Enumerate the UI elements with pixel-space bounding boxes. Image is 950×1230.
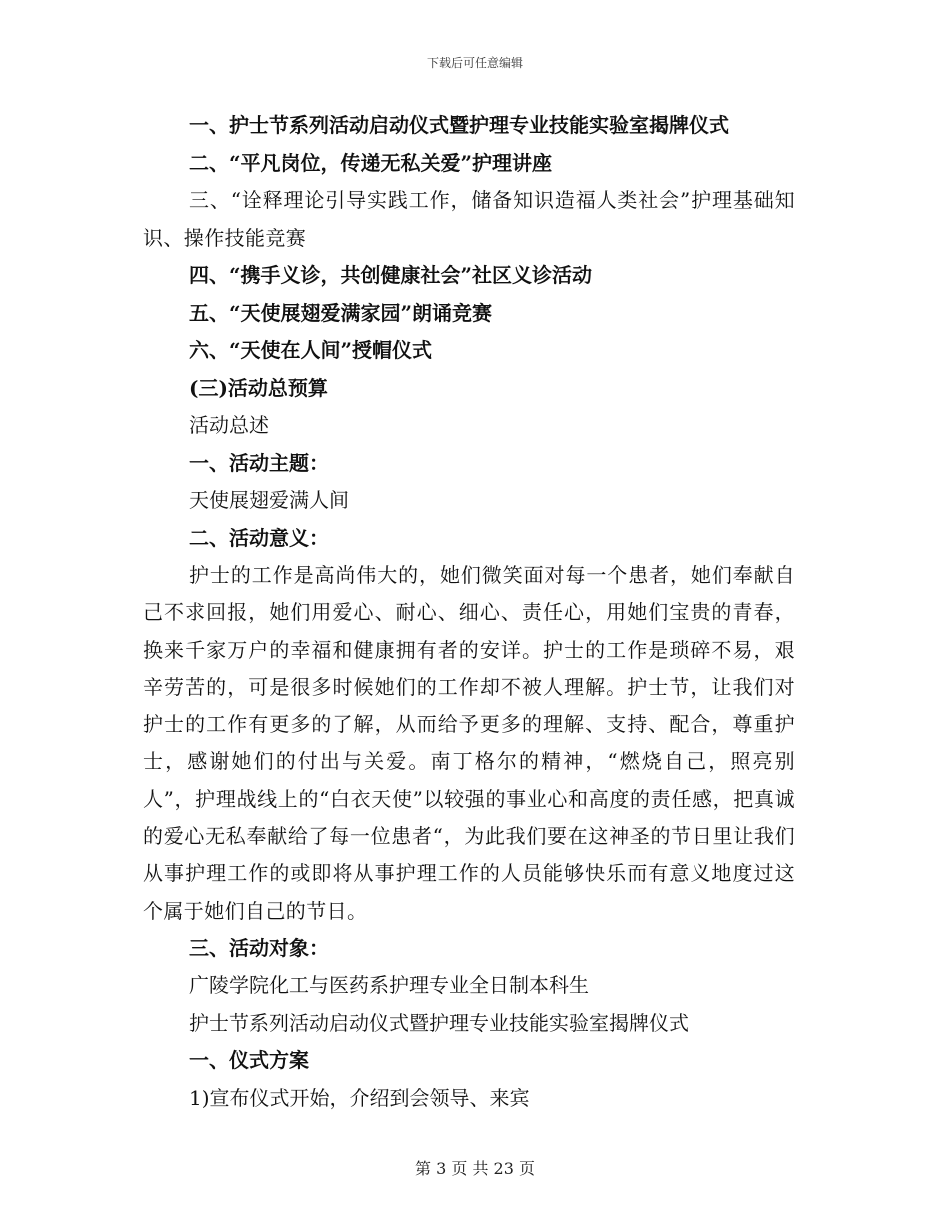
- activity-item-2: 二、“平凡岗位，传递无私关爱”护理讲座: [189, 150, 553, 175]
- page-header: 下载后可任意编辑: [426, 56, 523, 70]
- activity-item-1: 一、护士节系列活动启动仪式暨护理专业技能实验室揭牌仪式: [189, 113, 729, 137]
- meaning-heading: 二、活动意义：: [189, 525, 329, 550]
- activity-item-5: 五、“天使展翅爱满家园”朗诵竞赛: [189, 300, 493, 325]
- budget-heading: (三)活动总预算: [189, 375, 328, 400]
- activity-item-4: 四、“携手义诊，共创健康社会”社区义诊活动: [189, 263, 593, 287]
- target-text: 广陵学院化工与医药系护理专业全日制本科生: [189, 973, 589, 998]
- activity-item-6: 六、“天使在人间”授帽仪式: [189, 338, 433, 362]
- ceremony-title: 护士节系列活动启动仪式暨护理专业技能实验室揭牌仪式: [189, 1010, 689, 1035]
- plan-heading: 一、仪式方案: [189, 1048, 309, 1073]
- meaning-paragraph: 护士的工作是高尚伟大的，她们微笑面对每一个患者，她们奉献自己不求回报，她们用爱心、耐心、细心、责任心，用她们宝贵的青春，换来千家万户的幸福和健康拥有者的安详。护士的工作是琐碎不易，艰辛劳苦的，可是很多时候她们的工作却不被人理解。护士节，让我们对护士的工作有更多的了解，从而给予更多的理解、支持、配合，尊重护士，感谢她们的付出与关爱。南丁格尔的精神，“燃烧自己，照亮别人”，护理战线上的“白衣天使”以较强的事业心和高度的责任感，把真诚的爱心无私奉献给了每一位患者“，为此我们要在这神圣的节日里让我们从事护理工作的或即将从事护理工作的人员能够快乐而有意义地度过这个属于她们自己的节日。: [143, 563, 795, 923]
- target-heading: 三、活动对象：: [189, 935, 329, 960]
- overview-heading: 活动总述: [189, 413, 269, 437]
- theme-heading: 一、活动主题：: [189, 450, 329, 475]
- plan-step-1: 1)宣布仪式开始，介绍到会领导、来宾: [189, 1085, 530, 1110]
- theme-text: 天使展翅爱满人间: [189, 488, 349, 512]
- document-body: [143, 107, 795, 1117]
- page-footer: 第 3 页 共 23 页: [415, 1159, 535, 1178]
- activity-item-3: 三、“诠释理论引导实践工作，储备知识造福人类社会”护理基础知识、操作技能竞赛: [143, 188, 795, 250]
